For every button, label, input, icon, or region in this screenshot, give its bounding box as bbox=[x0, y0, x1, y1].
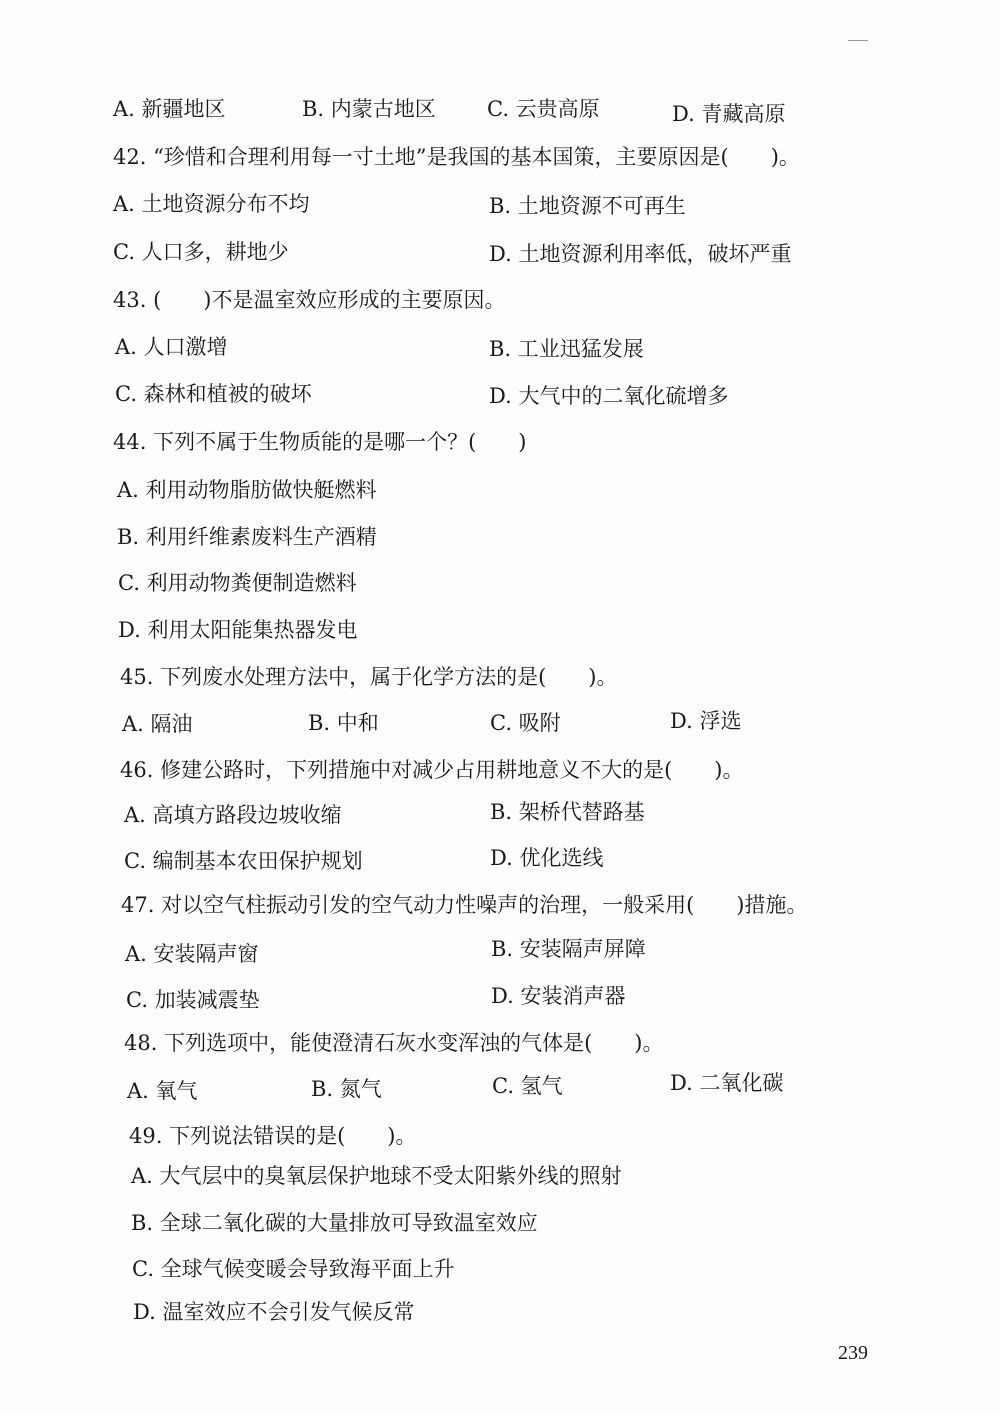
q44-option-c: C. 利用动物粪便制造燃料 bbox=[118, 571, 357, 595]
q43-option-c: C. 森林和植被的破坏 bbox=[115, 382, 312, 406]
q42-option-b: B. 土地资源不可再生 bbox=[489, 194, 686, 218]
q49-option-d: D. 温室效应不会引发气候反常 bbox=[133, 1300, 415, 1324]
page-number: 239 bbox=[838, 1342, 868, 1364]
q49-option-c: C. 全球气候变暖会导致海平面上升 bbox=[132, 1257, 455, 1281]
q45-option-a: A. 隔油 bbox=[122, 712, 193, 736]
q43-option-a: A. 人口激增 bbox=[115, 335, 228, 359]
q47-option-d: D. 安装消声器 bbox=[491, 984, 626, 1008]
q43-option-b: B. 工业迅猛发展 bbox=[489, 337, 644, 361]
q45-option-c: C. 吸附 bbox=[490, 711, 561, 735]
q41-option-b: B. 内蒙古地区 bbox=[302, 97, 436, 121]
q42-option-d: D. 土地资源利用率低，破坏严重 bbox=[489, 242, 792, 266]
q47-option-b: B. 安装隔声屏障 bbox=[491, 937, 646, 961]
q47-option-a: A. 安装隔声窗 bbox=[125, 942, 259, 966]
q41-option-c: C. 云贵高原 bbox=[487, 97, 600, 121]
q44-stem: 44. 下列不属于生物质能的是哪一个？( ) bbox=[113, 430, 527, 454]
q46-option-c: C. 编制基本农田保护规划 bbox=[124, 849, 363, 873]
q42-option-c: C. 人口多，耕地少 bbox=[113, 240, 289, 264]
q48-option-a: A. 氧气 bbox=[127, 1079, 198, 1103]
q44-option-d: D. 利用太阳能集热器发电 bbox=[118, 618, 358, 642]
q43-option-d: D. 大气中的二氧化硫增多 bbox=[489, 384, 729, 408]
q47-stem: 47. 对以空气柱振动引发的空气动力性噪声的治理，一般采用( )措施。 bbox=[121, 893, 808, 917]
q49-option-a: A. 大气层中的臭氧层保护地球不受太阳紫外线的照射 bbox=[131, 1164, 622, 1188]
q46-option-a: A. 高填方路段边坡收缩 bbox=[124, 803, 342, 827]
q42-stem: 42. “珍惜和合理利用每一寸土地”是我国的基本国策，主要原因是( )。 bbox=[113, 145, 800, 169]
q42-option-a: A. 土地资源分布不均 bbox=[113, 192, 310, 216]
q49-option-b: B. 全球二氧化碳的大量排放可导致温室效应 bbox=[131, 1211, 538, 1235]
q45-option-d: D. 浮选 bbox=[670, 709, 742, 733]
q41-option-d: D. 青藏高原 bbox=[672, 102, 786, 126]
q43-stem: 43. ( )不是温室效应形成的主要原因。 bbox=[113, 288, 506, 312]
q45-stem: 45. 下列废水处理方法中，属于化学方法的是( )。 bbox=[120, 665, 618, 689]
scan-mark bbox=[848, 40, 868, 41]
q48-option-c: C. 氢气 bbox=[492, 1074, 563, 1098]
q48-stem: 48. 下列选项中，能使澄清石灰水变浑浊的气体是( )。 bbox=[124, 1031, 664, 1055]
q46-option-d: D. 优化选线 bbox=[490, 846, 604, 870]
q41-option-a: A. 新疆地区 bbox=[113, 97, 226, 121]
q44-option-b: B. 利用纤维素废料生产酒精 bbox=[117, 525, 377, 549]
q47-option-c: C. 加装减震垫 bbox=[126, 988, 260, 1012]
q49-stem: 49. 下列说法错误的是( )。 bbox=[129, 1124, 417, 1148]
q45-option-b: B. 中和 bbox=[308, 711, 379, 735]
q46-option-b: B. 架桥代替路基 bbox=[490, 800, 645, 824]
q48-option-d: D. 二氧化碳 bbox=[670, 1071, 784, 1095]
q44-option-a: A. 利用动物脂肪做快艇燃料 bbox=[117, 478, 377, 502]
q48-option-b: B. 氮气 bbox=[311, 1077, 382, 1101]
q46-stem: 46. 修建公路时，下列措施中对减少占用耕地意义不大的是( )。 bbox=[120, 758, 744, 782]
